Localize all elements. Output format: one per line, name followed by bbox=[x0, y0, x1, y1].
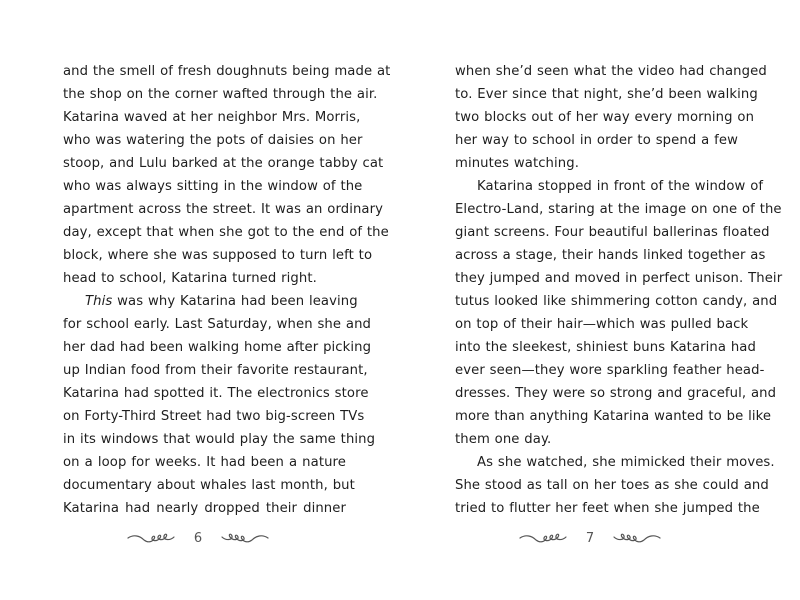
text-line: Katarina had nearly dropped their dinner bbox=[63, 501, 346, 516]
text-line: in its windows that would play the same thing bbox=[63, 432, 376, 447]
text-line: to. Ever since that night, she’d been walking bbox=[455, 87, 758, 102]
text-line: them one day. bbox=[455, 432, 552, 447]
text-line: day, except that when she got to the end of the bbox=[63, 225, 389, 240]
body-text bbox=[63, 60, 391, 520]
page-footer bbox=[390, 530, 790, 546]
text-line: into the sleekest, shiniest buns Katarina had bbox=[455, 340, 756, 355]
text-line: more than anything Katarina wanted to be like bbox=[455, 409, 772, 424]
text-line: who was always sitting in the window of the bbox=[63, 179, 363, 194]
text-line: the shop on the corner wafted through the air. bbox=[63, 87, 378, 102]
italic-word: This bbox=[85, 294, 113, 309]
page-number: 6 bbox=[193, 530, 203, 546]
text-line-rest: was why Katarina had been leaving bbox=[117, 294, 358, 309]
text-line: they jumped and moved in perfect unison. Their bbox=[455, 271, 783, 286]
text-line: across a stage, their hands linked together as bbox=[455, 248, 766, 263]
text-line: who was watering the pots of daisies on her bbox=[63, 133, 363, 148]
body-text bbox=[455, 60, 783, 520]
text-line: apartment across the street. It was an ordinary bbox=[63, 202, 384, 217]
text-line: block, where she was supposed to turn left to bbox=[63, 248, 373, 263]
text-line: up Indian food from their favorite restaurant, bbox=[63, 363, 368, 378]
text-line: dresses. They were so strong and graceful, and bbox=[455, 386, 777, 401]
text-line-paragraph-start: Katarina stopped in front of the window of bbox=[477, 179, 764, 194]
page-footer bbox=[0, 530, 398, 546]
text-line: for school early. Last Saturday, when she and bbox=[63, 317, 372, 332]
swirl-flourish-left-icon bbox=[518, 530, 576, 546]
text-line: on Forty-Third Street had two big-screen TVs bbox=[63, 409, 365, 424]
text-line: head to school, Katarina turned right. bbox=[63, 271, 317, 286]
text-line: ever seen—they wore sparkling feather head- bbox=[455, 363, 765, 378]
text-line: her way to school in order to spend a few bbox=[455, 133, 738, 148]
text-line: when she’d seen what the video had changed bbox=[455, 64, 767, 79]
text-line: minutes watching. bbox=[455, 156, 580, 171]
text-line: stoop, and Lulu barked at the orange tabby cat bbox=[63, 156, 384, 171]
text-line: documentary about whales last month, but bbox=[63, 478, 355, 493]
text-line: tutus looked like shimmering cotton candy, and bbox=[455, 294, 778, 309]
swirl-flourish-right-icon bbox=[604, 530, 662, 546]
text-line: Electro-Land, staring at the image on one of the bbox=[455, 202, 782, 217]
text-line: on top of their hair—which was pulled back bbox=[455, 317, 749, 332]
text-line: two blocks out of her way every morning on bbox=[455, 110, 755, 125]
text-line: Katarina had spotted it. The electronics store bbox=[63, 386, 369, 401]
text-line: on a loop for weeks. It had been a nature bbox=[63, 455, 346, 470]
swirl-flourish-right-icon bbox=[212, 530, 270, 546]
text-line: tried to flutter her feet when she jumped the bbox=[455, 501, 760, 516]
right-page bbox=[400, 0, 800, 600]
swirl-flourish-left-icon bbox=[126, 530, 184, 546]
text-line: She stood as tall on her toes as she could and bbox=[455, 478, 769, 493]
text-line-paragraph-start: As she watched, she mimicked their moves. bbox=[477, 455, 775, 470]
text-line: Katarina waved at her neighbor Mrs. Morris, bbox=[63, 110, 361, 125]
page-number: 7 bbox=[585, 530, 595, 546]
text-line-paragraph-start bbox=[63, 290, 358, 313]
text-line: giant screens. Four beautiful ballerinas floated bbox=[455, 225, 770, 240]
text-line: and the smell of fresh doughnuts being made at bbox=[63, 64, 391, 79]
text-line: her dad had been walking home after picking bbox=[63, 340, 372, 355]
